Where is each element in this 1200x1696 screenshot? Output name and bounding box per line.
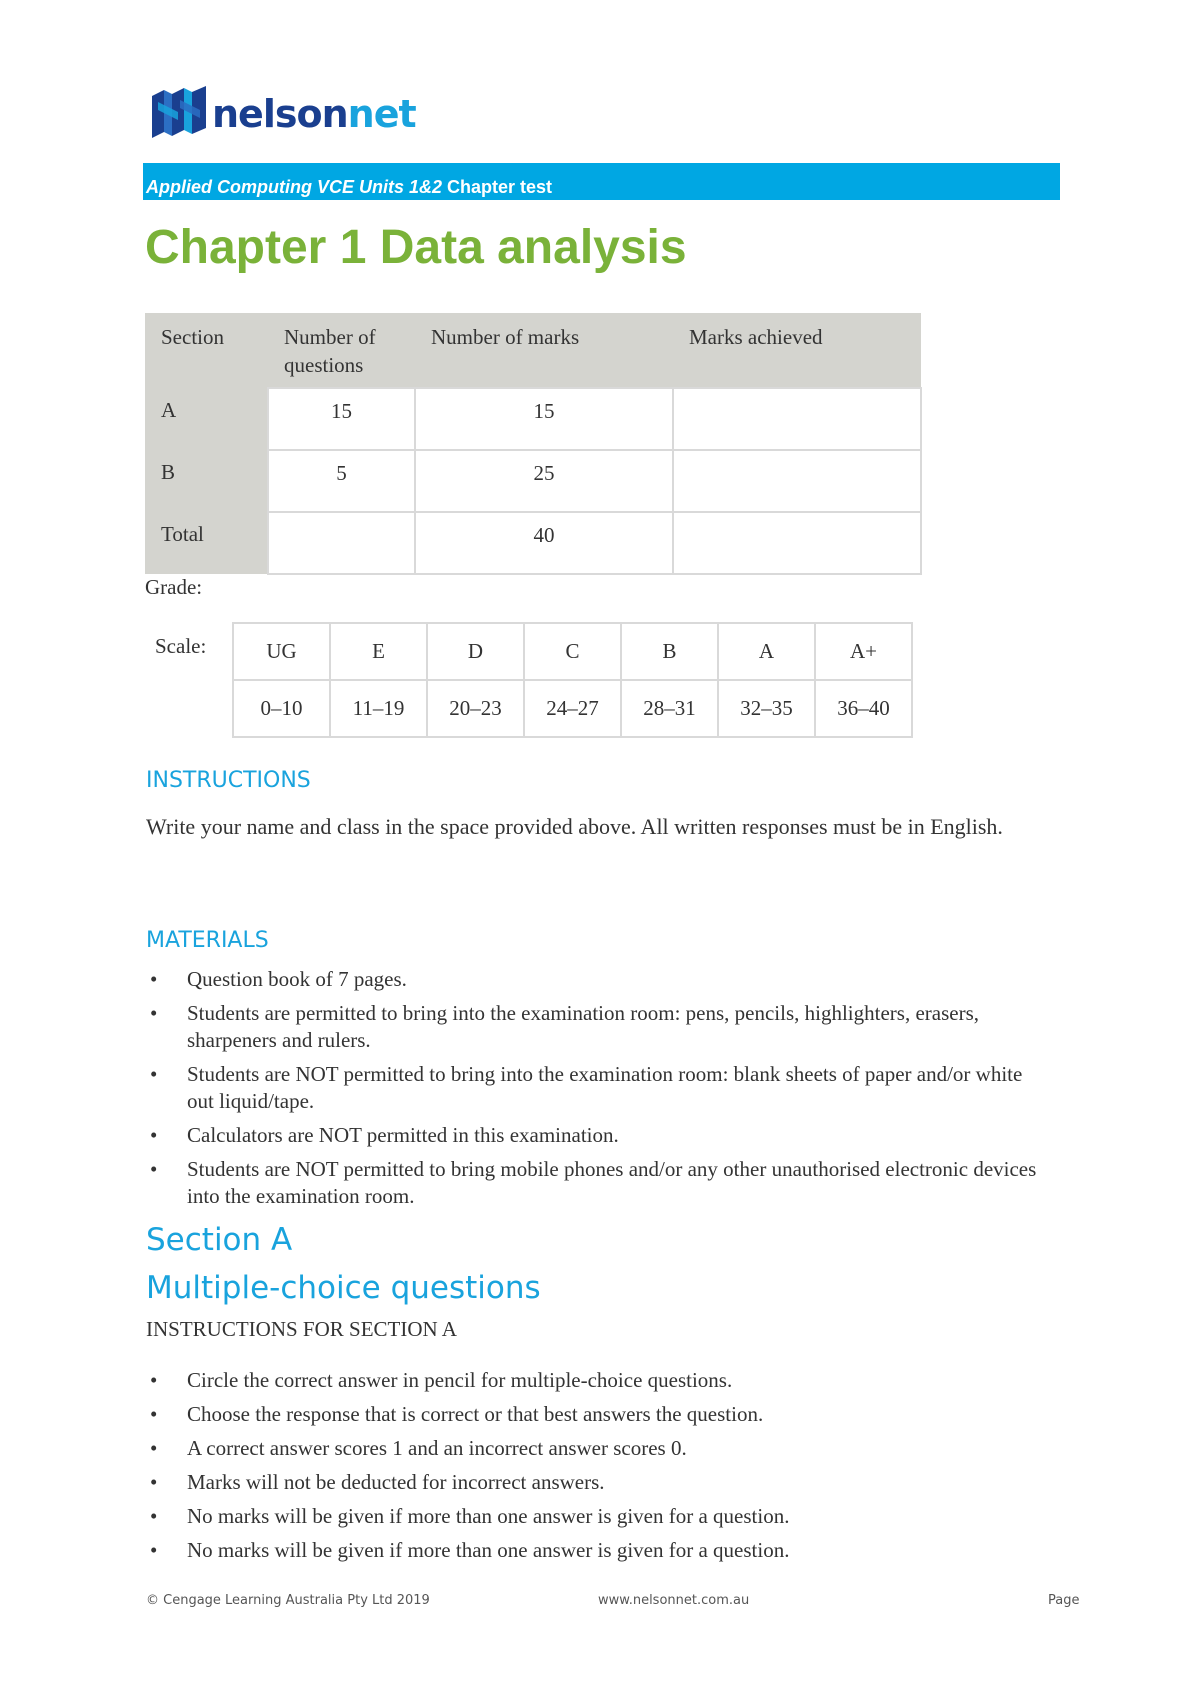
- materials-list: [146, 966, 1046, 1210]
- list-item: [146, 1122, 1046, 1149]
- list-item: [146, 1156, 1046, 1210]
- table-row: [145, 450, 921, 512]
- list-item-text: Circle the correct answer in pencil for multiple-choice questions.: [187, 1368, 733, 1392]
- bullet-marker: •: [150, 1538, 158, 1562]
- scale-range: 20–23: [427, 680, 524, 737]
- header-achieved: Marks achieved: [673, 313, 921, 388]
- questions-cell: 15: [268, 388, 415, 450]
- scale-range: 0–10: [233, 680, 330, 737]
- list-item: [146, 966, 1046, 993]
- bullet-marker: •: [150, 1123, 158, 1147]
- scale-range: 28–31: [621, 680, 718, 737]
- scale-grade: A: [718, 623, 815, 680]
- list-item: [146, 1367, 1046, 1394]
- table-header-row: [145, 313, 921, 388]
- bullet-marker: •: [150, 1157, 158, 1181]
- grade-scale-table: [232, 622, 913, 738]
- scale-range-row: [233, 680, 912, 737]
- scale-grade: UG: [233, 623, 330, 680]
- footer-page: Page: [1048, 1593, 1080, 1608]
- logo-wordmark: nelsonnet: [212, 92, 416, 136]
- bullet-marker: •: [150, 967, 158, 991]
- list-item-text: Students are NOT permitted to bring mobile phones and/or any other unauthorised electronic devices into the examination room.: [187, 1157, 1037, 1208]
- list-item-text: Choose the response that is correct or that best answers the question.: [187, 1402, 764, 1426]
- list-item-text: No marks will be given if more than one answer is given for a question.: [187, 1538, 790, 1562]
- list-item: [146, 1435, 1046, 1462]
- list-item-text: Students are permitted to bring into the examination room: pens, pencils, highlighters, erasers, sharpeners and rulers.: [187, 1001, 979, 1052]
- scale-range: 36–40: [815, 680, 912, 737]
- banner-suffix: Chapter test: [442, 177, 553, 197]
- list-item: [146, 1000, 1046, 1054]
- grade-label: Grade:: [145, 575, 203, 599]
- bullet-marker: •: [150, 1368, 158, 1392]
- questions-cell: 5: [268, 450, 415, 512]
- section-label: A: [145, 388, 268, 450]
- list-item-text: Students are NOT permitted to bring into the examination room: blank sheets of paper and/or white out liquid/tape.: [187, 1062, 1023, 1113]
- section-a-instructions-list: [146, 1367, 1046, 1564]
- section-a-subheading: Multiple-choice questions: [146, 1270, 541, 1306]
- scale-grade: B: [621, 623, 718, 680]
- page-title: Chapter 1 Data analysis: [145, 221, 687, 274]
- marks-cell: 40: [415, 512, 673, 574]
- list-item-text: Calculators are NOT permitted in this examination.: [187, 1123, 619, 1147]
- instructions-heading: INSTRUCTIONS: [146, 768, 311, 793]
- list-item: [146, 1503, 1046, 1530]
- table-row: [145, 388, 921, 450]
- bullet-marker: •: [150, 1402, 158, 1426]
- scale-grade-row: [233, 623, 912, 680]
- list-item: [146, 1401, 1046, 1428]
- table-row: [145, 512, 921, 574]
- instructions-text: Write your name and class in the space provided above. All written responses must be in English.: [146, 814, 1003, 839]
- bullet-marker: •: [150, 1436, 158, 1460]
- section-a-heading: Section A: [146, 1222, 293, 1258]
- materials-heading: MATERIALS: [146, 928, 269, 953]
- scale-grade: A+: [815, 623, 912, 680]
- list-item: [146, 1469, 1046, 1496]
- bullet-marker: •: [150, 1504, 158, 1528]
- scale-range: 32–35: [718, 680, 815, 737]
- bullet-marker: •: [150, 1062, 158, 1086]
- achieved-cell: [673, 388, 921, 450]
- scale-grade: C: [524, 623, 621, 680]
- achieved-cell: [673, 512, 921, 574]
- marks-cell: 25: [415, 450, 673, 512]
- nelsonnet-logo: [148, 82, 416, 144]
- list-item: [146, 1537, 1046, 1564]
- achieved-cell: [673, 450, 921, 512]
- header-section: Section: [145, 313, 268, 388]
- scale-label: Scale:: [155, 634, 207, 658]
- section-label: Total: [145, 512, 268, 574]
- section-a-instructions-label: INSTRUCTIONS FOR SECTION A: [146, 1317, 457, 1341]
- header-marks: Number of marks: [415, 313, 673, 388]
- bullet-marker: •: [150, 1470, 158, 1494]
- bullet-marker: •: [150, 1001, 158, 1025]
- list-item-text: No marks will be given if more than one answer is given for a question.: [187, 1504, 790, 1528]
- header-questions: Number of questions: [268, 313, 415, 388]
- marks-cell: 15: [415, 388, 673, 450]
- list-item-text: Marks will not be deducted for incorrect answers.: [187, 1470, 605, 1494]
- list-item-text: A correct answer scores 1 and an incorrect answer scores 0.: [187, 1436, 687, 1460]
- footer-url[interactable]: www.nelsonnet.com.au: [598, 1593, 750, 1608]
- banner-text: [146, 177, 552, 198]
- nelsonnet-logo-icon: [148, 82, 210, 144]
- scale-range: 11–19: [330, 680, 427, 737]
- list-item: [146, 1061, 1046, 1115]
- header-banner: [143, 163, 1060, 200]
- section-label: B: [145, 450, 268, 512]
- scale-range: 24–27: [524, 680, 621, 737]
- scale-grade: D: [427, 623, 524, 680]
- questions-cell: [268, 512, 415, 574]
- marks-table: [145, 313, 922, 575]
- scale-grade: E: [330, 623, 427, 680]
- list-item-text: Question book of 7 pages.: [187, 967, 407, 991]
- banner-course: Applied Computing VCE Units 1&2: [146, 177, 443, 197]
- footer-copyright: © Cengage Learning Australia Pty Ltd 2019: [146, 1593, 430, 1608]
